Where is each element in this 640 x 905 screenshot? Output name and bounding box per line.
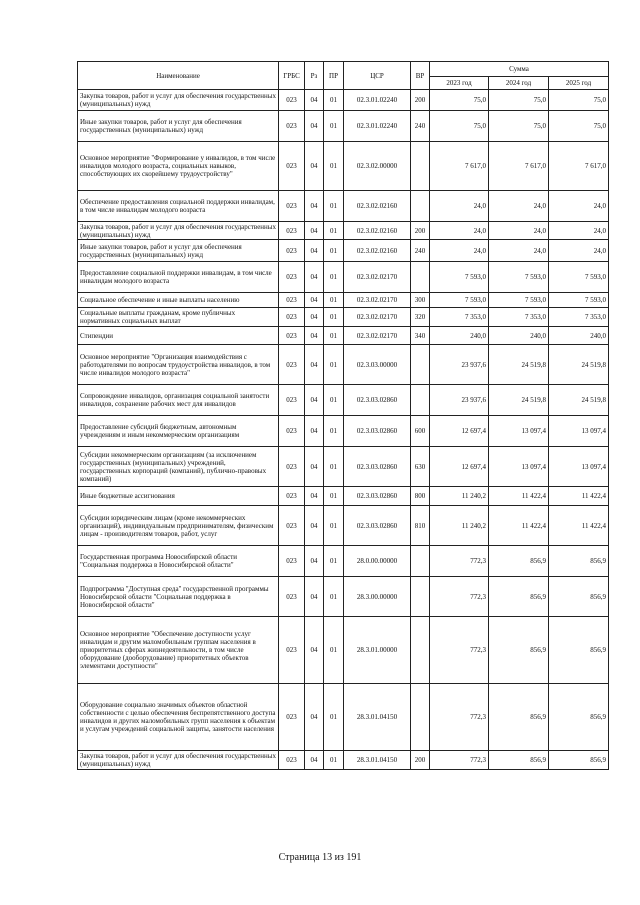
row-sum-2024: 7 593,0: [489, 262, 549, 293]
row-grbs: 023: [279, 191, 305, 222]
row-grbs: 023: [279, 345, 305, 385]
row-vr: 300: [411, 293, 430, 308]
row-sum-2025: 11 422,4: [549, 487, 609, 506]
row-sum-2024: 75,0: [489, 90, 549, 111]
row-rz: 04: [305, 308, 324, 327]
row-rz: 04: [305, 577, 324, 617]
row-rz: 04: [305, 385, 324, 416]
row-sum-2025: 24,0: [549, 191, 609, 222]
row-sum-2025: 24 519,8: [549, 385, 609, 416]
row-csr: 28.0.00.00000: [344, 546, 411, 577]
row-name: Иные закупки товаров, работ и услуг для обеспечения государственных (муниципальных) нужд: [78, 240, 279, 262]
row-sum-2024: 24,0: [489, 191, 549, 222]
row-sum-2024: 24 519,8: [489, 385, 549, 416]
table-row: [78, 240, 609, 262]
row-pr: 01: [324, 90, 344, 111]
row-sum-2025: 75,0: [549, 111, 609, 142]
row-vr: [411, 385, 430, 416]
row-sum-2023: 12 697,4: [430, 447, 489, 487]
row-csr: 02.3.02.02160: [344, 191, 411, 222]
row-grbs: 023: [279, 577, 305, 617]
table-row: [78, 142, 609, 191]
row-sum-2023: 24,0: [430, 191, 489, 222]
table-row: [78, 385, 609, 416]
row-csr: 02.3.03.02860: [344, 416, 411, 447]
row-name: Оборудование социально значимых объектов областной собственности с целью обеспечения беспрепятственного доступа инвалидов и других маломобильных групп населения к объектам и услугам учреждений социальной защиты, занятости населения: [78, 684, 279, 751]
row-sum-2024: 7 617,0: [489, 142, 549, 191]
row-grbs: 023: [279, 447, 305, 487]
row-pr: 01: [324, 262, 344, 293]
row-grbs: 023: [279, 111, 305, 142]
col-header-pr: ПР: [324, 62, 344, 90]
row-sum-2025: 13 097,4: [549, 416, 609, 447]
row-sum-2025: 24,0: [549, 240, 609, 262]
row-csr: 02.3.03.00000: [344, 345, 411, 385]
row-sum-2023: 24,0: [430, 222, 489, 240]
row-rz: 04: [305, 416, 324, 447]
row-sum-2023: 23 937,6: [430, 345, 489, 385]
table-row: [78, 222, 609, 240]
row-sum-2023: 240,0: [430, 327, 489, 345]
row-sum-2023: 75,0: [430, 111, 489, 142]
row-sum-2024: 856,9: [489, 751, 549, 770]
row-vr: [411, 345, 430, 385]
row-sum-2025: 856,9: [549, 751, 609, 770]
row-sum-2025: 75,0: [549, 90, 609, 111]
row-rz: 04: [305, 617, 324, 684]
row-grbs: 023: [279, 416, 305, 447]
row-sum-2025: 11 422,4: [549, 506, 609, 546]
row-sum-2025: 7 353,0: [549, 308, 609, 327]
row-pr: 01: [324, 191, 344, 222]
row-sum-2023: 772,3: [430, 684, 489, 751]
row-pr: 01: [324, 293, 344, 308]
row-csr: 02.3.02.00000: [344, 142, 411, 191]
row-sum-2024: 856,9: [489, 577, 549, 617]
col-header-2024: 2024 год: [489, 77, 549, 90]
row-grbs: 023: [279, 487, 305, 506]
table-row: [78, 617, 609, 684]
col-header-sum: Сумма: [430, 62, 609, 77]
row-rz: 04: [305, 222, 324, 240]
row-csr: 02.3.03.02860: [344, 447, 411, 487]
row-sum-2023: 772,3: [430, 751, 489, 770]
row-sum-2025: 24,0: [549, 222, 609, 240]
row-vr: [411, 142, 430, 191]
row-csr: 02.3.03.02860: [344, 487, 411, 506]
row-vr: 240: [411, 240, 430, 262]
row-vr: 810: [411, 506, 430, 546]
row-csr: 02.3.01.02240: [344, 111, 411, 142]
row-name: Предоставление социальной поддержки инвалидам, в том числе инвалидам молодого возраста: [78, 262, 279, 293]
row-pr: 01: [324, 684, 344, 751]
row-name: Подпрограмма "Доступная среда" государственной программы Новосибирской области "Социальная поддержка в Новосибирской области": [78, 577, 279, 617]
row-pr: 01: [324, 385, 344, 416]
table-row: [78, 546, 609, 577]
row-sum-2024: 856,9: [489, 684, 549, 751]
row-pr: 01: [324, 447, 344, 487]
row-pr: 01: [324, 487, 344, 506]
row-csr: 02.3.02.02160: [344, 240, 411, 262]
table-row: [78, 111, 609, 142]
row-grbs: 023: [279, 222, 305, 240]
row-csr: 02.3.03.02860: [344, 506, 411, 546]
row-csr: 02.3.02.02170: [344, 327, 411, 345]
row-sum-2025: 856,9: [549, 546, 609, 577]
row-sum-2023: 23 937,6: [430, 385, 489, 416]
row-sum-2023: 11 240,2: [430, 506, 489, 546]
row-rz: 04: [305, 751, 324, 770]
row-grbs: 023: [279, 506, 305, 546]
row-sum-2023: 7 353,0: [430, 308, 489, 327]
col-header-name: Наименование: [78, 62, 279, 90]
row-sum-2025: 856,9: [549, 577, 609, 617]
col-header-vr: ВР: [411, 62, 430, 90]
table-row: [78, 345, 609, 385]
row-sum-2025: 13 097,4: [549, 447, 609, 487]
row-sum-2024: 7 593,0: [489, 293, 549, 308]
row-grbs: 023: [279, 617, 305, 684]
row-vr: 240: [411, 111, 430, 142]
row-rz: 04: [305, 487, 324, 506]
row-pr: 01: [324, 222, 344, 240]
row-grbs: 023: [279, 327, 305, 345]
row-rz: 04: [305, 90, 324, 111]
row-csr: 28.3.00.00000: [344, 577, 411, 617]
row-rz: 04: [305, 262, 324, 293]
row-vr: [411, 577, 430, 617]
row-sum-2023: 772,3: [430, 577, 489, 617]
col-header-csr: ЦСР: [344, 62, 411, 90]
table-row: [78, 447, 609, 487]
row-pr: 01: [324, 142, 344, 191]
row-sum-2024: 24,0: [489, 222, 549, 240]
row-grbs: 023: [279, 308, 305, 327]
row-pr: 01: [324, 751, 344, 770]
row-sum-2023: 7 593,0: [430, 262, 489, 293]
row-name: Субсидии некоммерческим организациям (за исключением государственных (муниципальных) учреждений, государственных корпораций (компаний), публично-правовых компаний): [78, 447, 279, 487]
row-name: Обеспечение предоставления социальной поддержки инвалидам, в том числе инвалидам молодого возраста: [78, 191, 279, 222]
row-name: Основное мероприятие "Организация взаимодействия с работодателями по вопросам трудоустройства инвалидов, в том числе инвалидов молодого возраста": [78, 345, 279, 385]
row-vr: 200: [411, 751, 430, 770]
row-name: Социальные выплаты гражданам, кроме публичных нормативных социальных выплат: [78, 308, 279, 327]
row-sum-2024: 7 353,0: [489, 308, 549, 327]
table-row: [78, 506, 609, 546]
row-sum-2023: 772,3: [430, 617, 489, 684]
row-pr: 01: [324, 240, 344, 262]
row-sum-2023: 7 617,0: [430, 142, 489, 191]
row-name: Государственная программа Новосибирской области "Социальная поддержка в Новосибирской области": [78, 546, 279, 577]
row-rz: 04: [305, 240, 324, 262]
row-rz: 04: [305, 293, 324, 308]
row-rz: 04: [305, 684, 324, 751]
row-vr: 320: [411, 308, 430, 327]
col-header-2023: 2023 год: [430, 77, 489, 90]
row-pr: 01: [324, 111, 344, 142]
row-grbs: 023: [279, 546, 305, 577]
row-pr: 01: [324, 345, 344, 385]
row-sum-2023: 24,0: [430, 240, 489, 262]
row-csr: 02.3.02.02170: [344, 262, 411, 293]
row-sum-2023: 75,0: [430, 90, 489, 111]
row-pr: 01: [324, 308, 344, 327]
row-name: Стипендии: [78, 327, 279, 345]
row-pr: 01: [324, 546, 344, 577]
table-row: [78, 684, 609, 751]
row-sum-2024: 856,9: [489, 546, 549, 577]
row-rz: 04: [305, 327, 324, 345]
row-vr: 340: [411, 327, 430, 345]
row-rz: 04: [305, 111, 324, 142]
row-sum-2025: 24 519,8: [549, 345, 609, 385]
row-vr: [411, 617, 430, 684]
row-vr: [411, 546, 430, 577]
row-grbs: 023: [279, 240, 305, 262]
budget-table: [77, 61, 609, 770]
row-grbs: 023: [279, 293, 305, 308]
row-sum-2024: 13 097,4: [489, 416, 549, 447]
table-row: [78, 487, 609, 506]
row-rz: 04: [305, 546, 324, 577]
row-csr: 02.3.02.02170: [344, 293, 411, 308]
row-sum-2024: 75,0: [489, 111, 549, 142]
row-csr: 28.3.01.00000: [344, 617, 411, 684]
row-grbs: 023: [279, 142, 305, 191]
row-name: Иные закупки товаров, работ и услуг для обеспечения государственных (муниципальных) нужд: [78, 111, 279, 142]
row-vr: 800: [411, 487, 430, 506]
row-name: Социальное обеспечение и иные выплаты населению: [78, 293, 279, 308]
page-footer: Страница 13 из 191: [278, 852, 362, 863]
table-body: [78, 90, 609, 770]
row-sum-2024: 24 519,8: [489, 345, 549, 385]
row-pr: 01: [324, 416, 344, 447]
row-csr: 28.3.01.04150: [344, 751, 411, 770]
row-vr: 600: [411, 416, 430, 447]
row-sum-2024: 24,0: [489, 240, 549, 262]
row-sum-2024: 11 422,4: [489, 506, 549, 546]
row-sum-2023: 772,3: [430, 546, 489, 577]
table-row: [78, 577, 609, 617]
row-rz: 04: [305, 447, 324, 487]
row-vr: 200: [411, 90, 430, 111]
table-row: [78, 308, 609, 327]
row-vr: 200: [411, 222, 430, 240]
table-row: [78, 416, 609, 447]
row-csr: 02.3.03.02860: [344, 385, 411, 416]
row-csr: 28.3.01.04150: [344, 684, 411, 751]
row-pr: 01: [324, 617, 344, 684]
row-sum-2025: 240,0: [549, 327, 609, 345]
row-sum-2024: 856,9: [489, 617, 549, 684]
row-name: Закупка товаров, работ и услуг для обеспечения государственных (муниципальных) нужд: [78, 90, 279, 111]
row-csr: 02.3.02.02160: [344, 222, 411, 240]
row-name: Основное мероприятие "Формирование у инвалидов, в том числе инвалидов молодого возраста, социальных навыков, способствующих их скорейшему трудоустройству": [78, 142, 279, 191]
row-sum-2025: 856,9: [549, 617, 609, 684]
row-name: Иные бюджетные ассигнования: [78, 487, 279, 506]
col-header-rz: Рз: [305, 62, 324, 90]
row-vr: [411, 262, 430, 293]
table-row: [78, 191, 609, 222]
table-row: [78, 751, 609, 770]
table-row: [78, 327, 609, 345]
row-name: Предоставление субсидий бюджетным, автономным учреждениям и иным некоммерческим организациям: [78, 416, 279, 447]
row-grbs: 023: [279, 684, 305, 751]
row-csr: 02.3.01.02240: [344, 90, 411, 111]
col-header-2025: 2025 год: [549, 77, 609, 90]
row-sum-2024: 11 422,4: [489, 487, 549, 506]
table-row: [78, 90, 609, 111]
row-grbs: 023: [279, 90, 305, 111]
row-vr: [411, 684, 430, 751]
col-header-grbs: ГРБС: [279, 62, 305, 90]
row-sum-2024: 240,0: [489, 327, 549, 345]
row-name: Основное мероприятие "Обеспечение доступности услуг инвалидам и другим маломобильным группам населения в приоритетных сферах жизнедеятельности, в том числе оборудование (дооборудование) приоритетных объектов элементами доступности": [78, 617, 279, 684]
row-grbs: 023: [279, 751, 305, 770]
row-name: Сопровождение инвалидов, организация социальной занятости инвалидов, сохранение рабочих мест для инвалидов: [78, 385, 279, 416]
row-name: Закупка товаров, работ и услуг для обеспечения государственных (муниципальных) нужд: [78, 222, 279, 240]
row-pr: 01: [324, 327, 344, 345]
row-sum-2024: 13 097,4: [489, 447, 549, 487]
row-vr: [411, 191, 430, 222]
row-sum-2025: 856,9: [549, 684, 609, 751]
row-sum-2025: 7 593,0: [549, 293, 609, 308]
row-sum-2023: 12 697,4: [430, 416, 489, 447]
row-rz: 04: [305, 142, 324, 191]
row-sum-2023: 7 593,0: [430, 293, 489, 308]
table-row: [78, 262, 609, 293]
row-grbs: 023: [279, 385, 305, 416]
row-csr: 02.3.02.02170: [344, 308, 411, 327]
row-rz: 04: [305, 345, 324, 385]
row-name: Закупка товаров, работ и услуг для обеспечения государственных (муниципальных) нужд: [78, 751, 279, 770]
row-sum-2025: 7 593,0: [549, 262, 609, 293]
row-vr: 630: [411, 447, 430, 487]
row-rz: 04: [305, 191, 324, 222]
row-rz: 04: [305, 506, 324, 546]
row-sum-2023: 11 240,2: [430, 487, 489, 506]
row-pr: 01: [324, 506, 344, 546]
row-name: Субсидии юридическим лицам (кроме некоммерческих организаций), индивидуальным предпринимателям, физическим лицам - производителям товаров, работ, услуг: [78, 506, 279, 546]
row-grbs: 023: [279, 262, 305, 293]
row-sum-2025: 7 617,0: [549, 142, 609, 191]
row-pr: 01: [324, 577, 344, 617]
table-row: [78, 293, 609, 308]
